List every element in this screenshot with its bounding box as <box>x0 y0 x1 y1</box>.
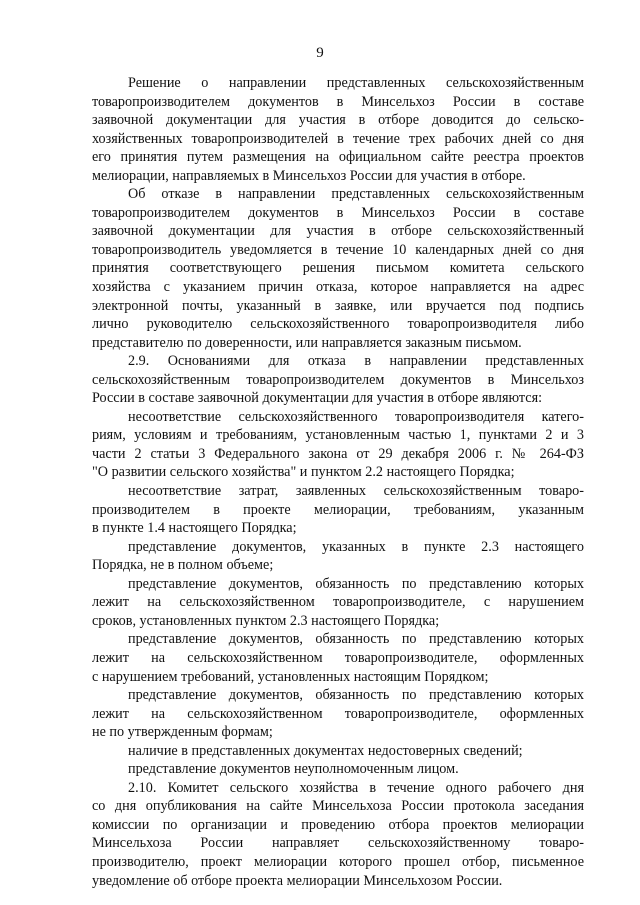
text-line: представление документов, указанных в пункте 2.3 настоящего <box>128 538 584 555</box>
paragraph <box>92 760 584 779</box>
paragraph <box>92 779 584 890</box>
text-line: принятия соответствующего решения письмом комитета сельского <box>92 260 584 277</box>
document-body <box>92 74 584 890</box>
paragraph <box>92 408 584 482</box>
text-line: представителю по доверенности, или направляется заказным письмом. <box>92 334 522 351</box>
text-line: товаропроизводитель уведомляется в течение 10 календарных дней со дня <box>92 241 584 258</box>
text-line: наличие в представленных документах недостоверных сведений; <box>128 742 523 759</box>
paragraph <box>92 686 584 742</box>
text-line: Решение о направлении представленных сельскохозяйственным <box>128 75 584 91</box>
paragraph <box>92 482 584 538</box>
text-line: сельскохозяйственным товаропроизводителем документов в Минсельхоз <box>92 371 584 388</box>
text-line: 2.9. Основаниями для отказа в направлении представленных <box>128 353 584 370</box>
paragraph <box>92 575 584 631</box>
text-line: лежит на сельскохозяйственном товаропроизводителе, с нарушением <box>92 594 584 611</box>
text-line: представление документов, обязанность по представлению которых <box>128 631 584 648</box>
text-line: мелиорации, направляемых в Минсельхоз России для участия в отборе. <box>92 167 526 184</box>
text-line: хозяйственных товаропроизводителей в течение трех рабочих дней со дня <box>92 130 584 147</box>
text-line: лично руководителю сельскохозяйственного товаропроизводителя либо <box>92 316 584 333</box>
text-line: со дня опубликования на сайте Минсельхоза России протокола заседания <box>92 798 584 815</box>
text-line: "О развитии сельского хозяйства" и пунктом 2.2 настоящего Порядка; <box>92 464 515 481</box>
text-line: Об отказе в направлении представленных сельскохозяйственным <box>128 186 584 203</box>
text-line: Минсельхоза России направляет сельскохозяйственному товаро- <box>92 835 584 852</box>
text-line: представление документов неуполномоченным лицом. <box>128 761 459 778</box>
text-line: риям, условиям и требованиям, установленным частью 1, пунктами 2 и 3 <box>92 427 584 444</box>
text-line: России в составе заявочной документации для участия в отборе являются: <box>92 390 543 407</box>
paragraph <box>92 74 584 185</box>
paragraph <box>92 630 584 686</box>
paragraph <box>92 538 584 575</box>
text-line: в пункте 1.4 настоящего Порядка; <box>92 520 297 537</box>
text-line: с нарушением требований, установленных настоящим Порядком; <box>92 668 489 685</box>
text-line: 2.10. Комитет сельского хозяйства в течение одного рабочего дня <box>128 779 584 796</box>
text-line: товаропроизводителем документов в Минсельхоз России в составе <box>92 93 584 110</box>
text-line: не по утвержденным формам; <box>92 724 273 741</box>
text-line: несоответствие затрат, заявленных сельскохозяйственным товаро- <box>128 483 584 500</box>
text-line: товаропроизводителем документов в Минсельхоз России в составе <box>92 204 584 221</box>
text-line: части 2 статьи 3 Федерального закона от 29 декабря 2006 г. № 264-ФЗ <box>92 445 584 462</box>
text-line: уведомление об отборе проекта мелиорации Минсельхозом России. <box>92 872 503 889</box>
paragraph <box>92 352 584 408</box>
text-line: заявочной документации для участия в отборе сельскохозяйственный <box>92 223 584 240</box>
text-line: электронной почты, указанный в заявке, или вручается под подпись <box>92 297 584 314</box>
text-line: производителю, проект мелиорации которого прошел отбор, письменное <box>92 853 584 870</box>
text-line: комиссии по организации и проведению отбора проектов мелиорации <box>92 816 584 833</box>
text-line: Порядка, не в полном объеме; <box>92 557 274 574</box>
text-line: сроков, установленных пунктом 2.3 настоящего Порядка; <box>92 612 440 629</box>
paragraph <box>92 185 584 352</box>
text-line: лежит на сельскохозяйственном товаропроизводителе, оформленных <box>92 649 584 666</box>
page-number: 9 <box>316 45 324 61</box>
paragraph <box>92 742 584 761</box>
text-line: лежит на сельскохозяйственном товаропроизводителе, оформленных <box>92 705 584 722</box>
text-line: заявочной документации для участия в отборе доводится до сельско- <box>92 112 584 129</box>
text-line: производителем в проекте мелиорации, требованиям, указанным <box>92 501 584 518</box>
text-line: несоответствие сельскохозяйственного товаропроизводителя катего- <box>128 408 584 425</box>
text-line: хозяйства с указанием причин отказа, которое направляется на адрес <box>92 279 584 296</box>
text-line: представление документов, обязанность по представлению которых <box>128 687 584 704</box>
text-line: представление документов, обязанность по представлению которых <box>128 575 584 592</box>
text-line: его принятия путем размещения на официальном сайте реестра проектов <box>92 149 584 166</box>
